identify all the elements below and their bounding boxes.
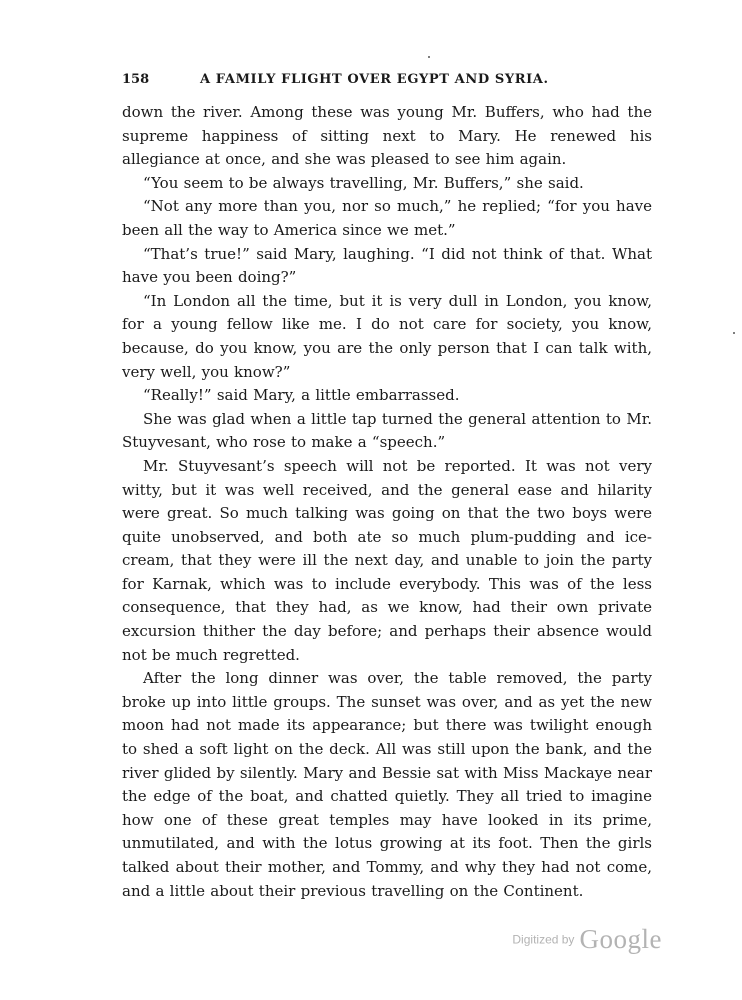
paragraph: After the long dinner was over, the table removed, the party broke up into little groups. The sunset was over, and as yet the new moon had not made its appearance; but there was twilight enough to shed a soft light on the deck. All was still upon the bank, and the river glided by silently. Mary and Bessie sat with Miss Mackaye near the edge of the boat, and chatted quietly. They all tried to imagine how one of these great temples may have looked in its prime, unmutilated, and with the lotus growing at its foot. Then the girls talked about their mother, and Tommy, and why they had not come, and a little about their previous travelling on the Continent. bbox=[122, 669, 652, 900]
paragraph: “Really!” said Mary, a little embarrassed. bbox=[143, 386, 460, 405]
paragraph: “That’s true!” said Mary, laughing. “I did not think of that. What have you been doing?” bbox=[122, 244, 652, 287]
body-text bbox=[122, 101, 652, 903]
paragraph: “In London all the time, but it is very dull in London, you know, for a young fellow like me. I do not care for society, you know, because, do you know, you are the only person that I can talk with, very well, you know?” bbox=[122, 291, 652, 381]
page-header bbox=[122, 72, 658, 94]
paragraph: down the river. Among these was young Mr. Buffers, who had the supreme happiness of sitting next to Mary. He renewed his allegiance at once, and she was pleased to see him again. bbox=[122, 103, 652, 169]
page-number: 158 bbox=[122, 72, 150, 87]
google-logo: Google bbox=[579, 924, 662, 954]
print-speck bbox=[428, 56, 430, 58]
paragraph: Mr. Stuyvesant’s speech will not be reported. It was not very witty, but it was well received, and the general ease and hilarity were great. So much talking was going on that the two boys were quite unobserved, and both ate so much plum-pudding and ice-cream, that they were ill the next day, and unable to join the party for Karnak, which was to include everybody. This was of the less consequence, that they had, as we know, had their own private excursion thither the day before; and perhaps their absence would not be much regretted. bbox=[122, 456, 652, 664]
paragraph: “You seem to be always travelling, Mr. Buffers,” she said. bbox=[143, 173, 584, 192]
watermark-prefix: Digitized by bbox=[512, 932, 575, 947]
paragraph: “Not any more than you, nor so much,” he replied; “for you have been all the way to America since we met.” bbox=[122, 197, 652, 239]
digitized-watermark bbox=[512, 924, 662, 955]
running-head: A FAMILY FLIGHT OVER EGYPT AND SYRIA. bbox=[200, 72, 549, 87]
paragraph: She was glad when a little tap turned the general attention to Mr. Stuyvesant, who rose to make a “speech.” bbox=[122, 409, 652, 452]
print-speck bbox=[733, 332, 735, 334]
